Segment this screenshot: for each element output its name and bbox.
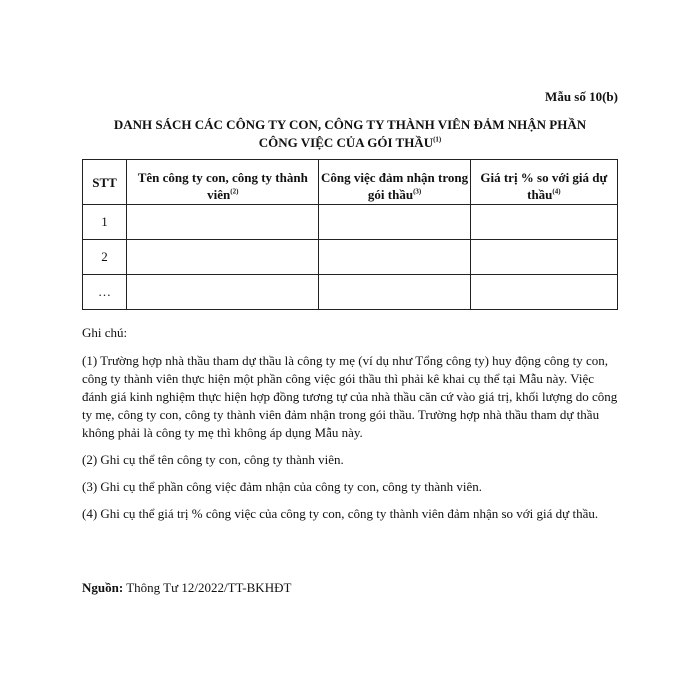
row-work-cell [319,275,470,310]
row-company-name-cell [127,275,319,310]
title-footnote-mark: (1) [433,135,442,144]
row-stt: 1 [83,205,127,240]
notes-heading: Ghi chú: [82,325,128,340]
row-company-name-cell [127,240,319,275]
note-3: (3) Ghi cụ thể phần công việc đảm nhận của công ty con, công ty thành viên. [82,479,482,494]
source-text: Thông Tư 12/2022/TT-BKHĐT [126,580,292,595]
row-stt: … [83,275,127,310]
row-value-cell [470,205,617,240]
row-value-cell [470,275,617,310]
table-row [83,240,618,275]
row-value-cell [470,240,617,275]
note-4: (4) Ghi cụ thể giá trị % công việc của công ty con, công ty thành viên đảm nhận so với giá dự thầu. [82,506,599,521]
title-line-2-text: CÔNG VIỆC CỦA GÓI THẦU [258,135,434,150]
header-work: Công việc đảm nhận trong gói thầu$^{(3)}$ [319,160,470,205]
header-value-percent: Giá trị % so với giá dự thầu$^{(4)}$ [470,160,617,205]
subsidiary-table [82,159,618,310]
page-title [82,116,618,152]
table-header-row [83,160,618,205]
header-stt: STT [83,160,127,205]
form-code: Mẫu số 10(b) [545,89,618,104]
note-1: (1) Trường hợp nhà thầu tham dự thầu là công ty mẹ (ví dụ như Tổng công ty) huy động công ty con, công ty thành viên thực hiện một phần công việc gói thầu thì phải kê khai cụ thể tại Mẫu này. Việc đánh giá kinh nghiệm thực hiện hợp đồng tương tự của nhà thầu căn cứ vào giá trị, khối lượng do công ty mẹ, công ty con, công ty thành viên đảm nhận trong gói thầu. Trường hợp nhà thầu tham dự thầu không phải là công ty mẹ thì không áp dụng Mẫu này. [82,353,618,440]
title-line-1: DANH SÁCH CÁC CÔNG TY CON, CÔNG TY THÀNH VIÊN ĐẢM NHẬN PHẦN [113,117,587,132]
row-work-cell [319,240,470,275]
note-2: (2) Ghi cụ thể tên công ty con, công ty thành viên. [82,452,344,467]
notes-section [82,324,622,532]
row-company-name-cell [127,205,319,240]
source-line [82,580,291,596]
title-line-2 [82,134,618,152]
header-company-name: Tên công ty con, công ty thành viên$^{(2)}$ [127,160,319,205]
table-row [83,275,618,310]
row-work-cell [319,205,470,240]
source-label: Nguồn: [82,580,124,595]
table-row [83,205,618,240]
row-stt: 2 [83,240,127,275]
